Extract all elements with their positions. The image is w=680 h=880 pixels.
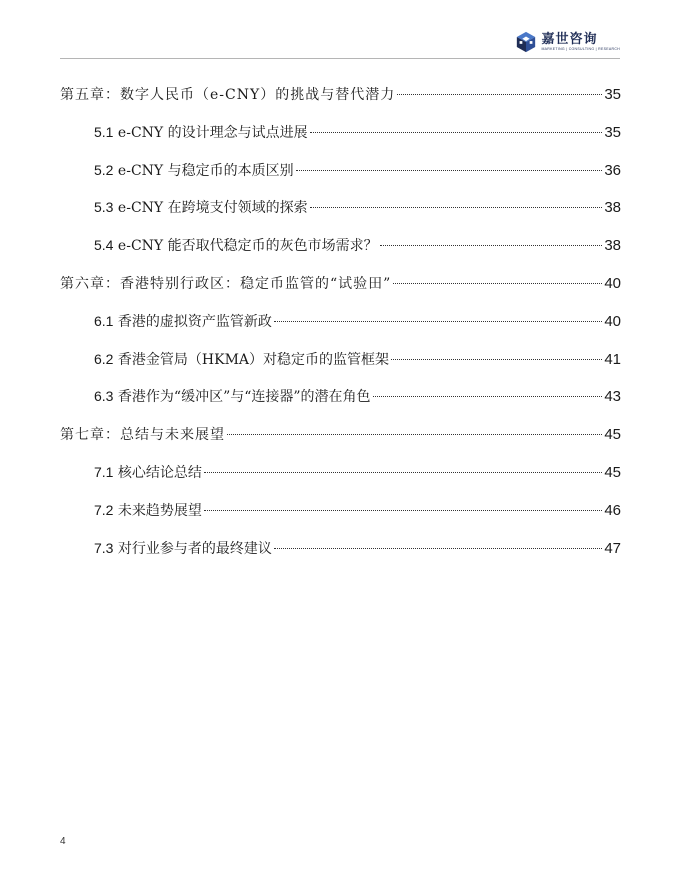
toc-dot-leader <box>296 170 603 171</box>
toc-page-number: 36 <box>604 161 621 179</box>
toc-section-entry[interactable] <box>60 454 621 492</box>
toc-dot-leader <box>391 359 602 360</box>
toc-entry-title <box>60 266 391 304</box>
toc-page-number: 40 <box>604 312 621 330</box>
toc-dot-leader <box>274 548 602 549</box>
toc-entry-title <box>94 530 272 569</box>
toc-chapter-text: 第六章：香港特别行政区：稳定币监管的“试验田” <box>60 275 392 292</box>
toc-dot-leader <box>310 132 603 133</box>
toc-section-entry[interactable] <box>60 492 621 530</box>
toc-dot-leader <box>397 94 602 95</box>
company-logo <box>515 30 620 54</box>
toc-entry-title <box>94 227 378 266</box>
toc-dot-leader <box>380 245 603 246</box>
toc-page-number: 38 <box>604 199 621 217</box>
page-number: 4 <box>60 836 66 847</box>
toc-entry-title <box>94 189 308 228</box>
toc-dot-leader <box>274 321 602 322</box>
toc-section-number: 6.3 <box>94 388 114 405</box>
toc-section-text: 未来趋势展望 <box>117 502 202 519</box>
toc-dot-leader <box>373 396 603 397</box>
toc-section-number: 5.2 <box>94 161 114 178</box>
toc-entry-title <box>60 77 395 115</box>
toc-dot-leader <box>204 510 602 511</box>
toc-section-text: e-CNY 在跨境支付领域的探索 <box>117 200 308 217</box>
toc-section-number: 5.1 <box>94 123 114 140</box>
toc-section-number: 6.2 <box>94 350 114 367</box>
toc-dot-leader <box>204 472 602 473</box>
toc-page-number: 38 <box>604 237 621 255</box>
toc-section-text: e-CNY 的设计理念与试点进展 <box>117 124 308 141</box>
page-header <box>60 0 620 59</box>
toc-dot-leader <box>393 283 602 284</box>
toc-section-number: 7.1 <box>94 463 114 480</box>
toc-entry-title <box>94 492 202 531</box>
toc-section-text: 核心结论总结 <box>117 464 202 481</box>
toc-page-number: 47 <box>604 539 621 557</box>
toc-page-number: 45 <box>604 426 621 444</box>
toc-dot-leader <box>310 207 603 208</box>
toc-section-entry[interactable] <box>60 114 621 152</box>
toc-chapter-entry[interactable] <box>60 76 621 114</box>
toc-section-text: 对行业参与者的最终建议 <box>117 540 272 557</box>
toc-chapter-entry[interactable] <box>60 265 621 303</box>
toc-chapter-entry[interactable] <box>60 416 621 454</box>
toc-page-number: 43 <box>604 388 621 406</box>
toc-entry-title <box>94 152 294 191</box>
logo-tagline: MARKETING | CONSULTING | RESEARCH <box>541 46 620 51</box>
toc-entry-title <box>94 114 308 153</box>
toc-section-entry[interactable] <box>60 227 621 265</box>
toc-section-text: e-CNY 能否取代稳定币的灰色市场需求？ <box>117 238 378 255</box>
logo-cube-icon <box>515 31 537 53</box>
toc-section-entry[interactable] <box>60 189 621 227</box>
toc-entry-title <box>60 417 225 455</box>
toc-entry-title <box>94 454 202 493</box>
table-of-contents <box>60 76 621 567</box>
toc-chapter-text: 第七章：总结与未来展望 <box>60 427 225 444</box>
toc-section-text: e-CNY 与稳定币的本质区别 <box>117 162 294 179</box>
toc-section-entry[interactable] <box>60 530 621 568</box>
toc-section-number: 7.3 <box>94 539 114 556</box>
toc-page-number: 35 <box>604 86 621 103</box>
toc-entry-title <box>94 341 389 380</box>
toc-entry-title <box>94 378 371 417</box>
toc-page-number: 35 <box>604 123 621 141</box>
toc-entry-title <box>94 303 272 342</box>
toc-section-entry[interactable] <box>60 303 621 341</box>
toc-page-number: 45 <box>604 463 621 481</box>
toc-section-entry[interactable] <box>60 152 621 190</box>
toc-section-number: 5.3 <box>94 199 114 216</box>
toc-page-number: 41 <box>604 350 621 368</box>
toc-section-number: 6.1 <box>94 312 114 329</box>
toc-section-text: 香港金管局（HKMA）对稳定币的监管框架 <box>117 351 390 368</box>
toc-section-text: 香港的虚拟资产监管新政 <box>117 313 272 330</box>
toc-section-text: 香港作为“缓冲区”与“连接器”的潜在角色 <box>117 389 371 406</box>
toc-section-entry[interactable] <box>60 341 621 379</box>
logo-name: 嘉世咨询 <box>541 31 598 47</box>
toc-section-number: 5.4 <box>94 237 114 254</box>
toc-page-number: 46 <box>604 501 621 519</box>
toc-chapter-text: 第五章：数字人民币（e-CNY）的挑战与替代潜力 <box>60 87 396 103</box>
toc-page-number: 40 <box>604 274 621 292</box>
toc-section-number: 7.2 <box>94 501 114 518</box>
toc-section-entry[interactable] <box>60 378 621 416</box>
toc-dot-leader <box>227 434 602 435</box>
